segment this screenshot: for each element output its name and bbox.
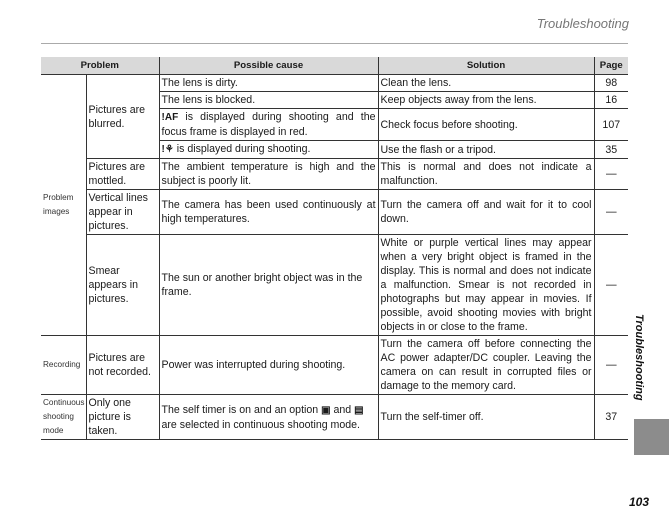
page-cell: 16 bbox=[594, 92, 628, 109]
problem-cell: Pictures are not recorded. bbox=[86, 336, 159, 395]
page-cell: 98 bbox=[594, 75, 628, 92]
solution-cell: Check focus before shooting. bbox=[378, 109, 594, 141]
category-recording: Recording bbox=[41, 336, 86, 395]
page-cell: 107 bbox=[594, 109, 628, 141]
cause-text: The self timer is on and an option bbox=[161, 403, 322, 416]
column-header-page: Page bbox=[594, 57, 628, 75]
solution-cell: Turn the self-timer off. bbox=[378, 395, 594, 440]
troubleshooting-table bbox=[41, 57, 628, 440]
table-header-row bbox=[41, 57, 628, 75]
problem-cell: Pictures are blurred. bbox=[86, 75, 159, 159]
continuous-mode-icon: ▣ bbox=[321, 404, 331, 416]
section-side-label-text: Troubleshooting bbox=[633, 314, 645, 401]
cause-cell bbox=[159, 141, 378, 159]
section-thumb-tab bbox=[634, 419, 669, 455]
category-continuous-shooting-mode: Continuous shooting mode bbox=[41, 395, 86, 440]
table-row bbox=[41, 235, 628, 336]
table-row bbox=[41, 159, 628, 190]
page-cell: 35 bbox=[594, 141, 628, 159]
solution-cell: White or purple vertical lines may appear when a very bright object is framed in the display. This is normal and does not indicate a malfunction. Smear is not recorded in photographs but may appear in movies. If possible, avoid shooting movies with bright objects in or close to the frame. bbox=[378, 235, 594, 336]
problem-cell: Only one picture is taken. bbox=[86, 395, 159, 440]
category-problem-images: Problem images bbox=[41, 75, 86, 336]
table-row bbox=[41, 190, 628, 235]
cause-cell: The camera has been used continuously at high temperatures. bbox=[159, 190, 378, 235]
camera-shake-warning-icon: !⚘ bbox=[161, 144, 174, 155]
burst-mode-icon: ▤ bbox=[354, 404, 364, 416]
cause-text: is displayed during shooting. bbox=[173, 143, 311, 155]
solution-cell: Use the flash or a tripod. bbox=[378, 141, 594, 159]
solution-cell: Turn the camera off and wait for it to cool down. bbox=[378, 190, 594, 235]
solution-cell: Turn the camera off before connecting the AC power adapter/DC coupler. Leaving the camera on can result in corrupted files or damage to the memory card. bbox=[378, 336, 594, 395]
page-cell: — bbox=[594, 190, 628, 235]
page-cell: — bbox=[594, 235, 628, 336]
cause-text: and bbox=[330, 403, 355, 416]
cause-cell: The sun or another bright object was in the frame. bbox=[159, 235, 378, 336]
cause-cell: The ambient temperature is high and the subject is poorly lit. bbox=[159, 159, 378, 190]
table-row bbox=[41, 395, 628, 440]
page-number: 103 bbox=[628, 495, 649, 509]
page-cell: 37 bbox=[594, 395, 628, 440]
problem-cell: Smear appears in pictures. bbox=[86, 235, 159, 336]
problem-cell: Pictures are mottled. bbox=[86, 159, 159, 190]
page-header-title: Troubleshooting bbox=[536, 16, 629, 31]
af-warning-icon: !AF bbox=[161, 112, 179, 123]
table-row bbox=[41, 336, 628, 395]
column-header-cause: Possible cause bbox=[159, 57, 378, 75]
header-divider bbox=[41, 43, 628, 44]
page-cell: — bbox=[594, 336, 628, 395]
cause-cell bbox=[159, 395, 378, 440]
cause-text: are selected in continuous shooting mode. bbox=[161, 418, 360, 431]
table-row bbox=[41, 75, 628, 92]
section-side-label bbox=[630, 314, 656, 414]
solution-cell: Keep objects away from the lens. bbox=[378, 92, 594, 109]
cause-text: is displayed during shooting and the focus frame is displayed in red. bbox=[161, 111, 376, 138]
cause-cell: The lens is blocked. bbox=[159, 92, 378, 109]
cause-cell: The lens is dirty. bbox=[159, 75, 378, 92]
problem-cell: Vertical lines appear in pictures. bbox=[86, 190, 159, 235]
solution-cell: Clean the lens. bbox=[378, 75, 594, 92]
cause-cell bbox=[159, 109, 378, 141]
column-header-solution: Solution bbox=[378, 57, 594, 75]
cause-cell: Power was interrupted during shooting. bbox=[159, 336, 378, 395]
page-cell: — bbox=[594, 159, 628, 190]
solution-cell: This is normal and does not indicate a malfunction. bbox=[378, 159, 594, 190]
column-header-problem: Problem bbox=[41, 57, 159, 75]
